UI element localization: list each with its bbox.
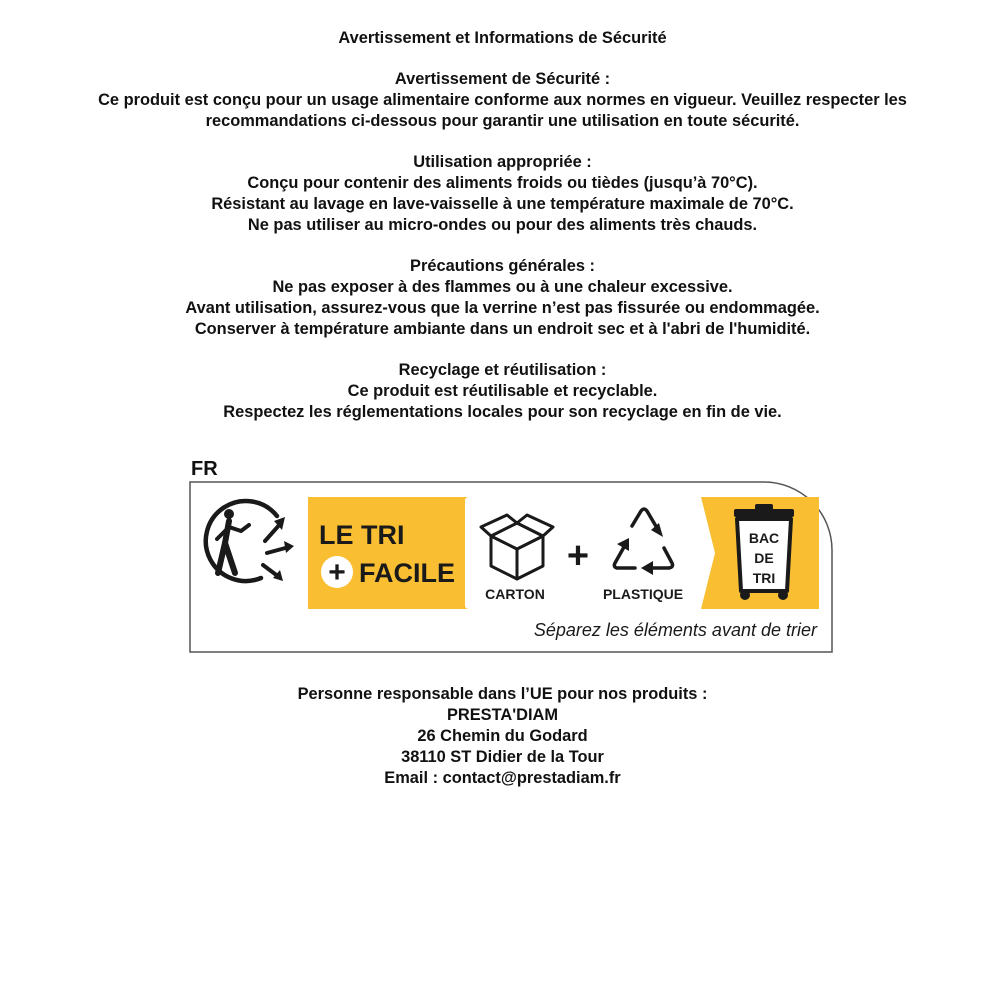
bin-label-tri: TRI xyxy=(752,570,776,586)
recycling-heading: Recyclage et réutilisation : xyxy=(398,361,607,379)
safety-warning-line: recommandations ci-dessous pour garantir une utilisation en toute sécurité. xyxy=(205,112,800,130)
safety-warning-heading: Avertissement de Sécurité : xyxy=(394,70,611,88)
brand-le-tri: LE TRI xyxy=(319,520,405,550)
responsible-heading: Personne responsable dans l’UE pour nos produits : xyxy=(297,685,708,703)
items-plus: + xyxy=(566,535,590,577)
address-city: 38110 ST Didier de la Tour xyxy=(401,748,604,766)
recycling-line: Respectez les réglementations locales pour son recyclage en fin de vie. xyxy=(223,403,782,421)
precautions-heading: Précautions générales : xyxy=(410,257,595,275)
brand-facile: FACILE xyxy=(359,558,456,588)
brand-plus: + xyxy=(328,556,346,589)
proper-use-line: Conçu pour contenir des aliments froids ou tièdes (jusqu’à 70°C). xyxy=(247,174,758,192)
recycling-line: Ce produit est réutilisable et recyclable. xyxy=(347,382,658,400)
bin-label-bac: BAC xyxy=(748,530,780,546)
yellow-banner xyxy=(308,497,469,609)
safety-document xyxy=(0,28,1005,423)
document-title: Avertissement et Informations de Sécurité xyxy=(338,29,667,47)
sorting-instruction: Séparez les éléments avant de trier xyxy=(533,620,817,640)
proper-use-line: Ne pas utiliser au micro-ondes ou pour des aliments très chauds. xyxy=(247,216,758,234)
proper-use-heading: Utilisation appropriée : xyxy=(413,153,592,171)
bin-label-de: DE xyxy=(754,550,774,566)
country-code: FR xyxy=(191,458,218,480)
contact-email: Email : contact@prestadiam.fr xyxy=(384,769,621,787)
triman-info-tri-logo xyxy=(189,481,834,654)
carton-label: CARTON xyxy=(485,586,545,602)
precautions-line: Avant utilisation, assurez-vous que la verrine n’est pas fissurée ou endommagée. xyxy=(185,299,820,317)
address-street: 26 Chemin du Godard xyxy=(417,727,588,745)
company-name: PRESTA'DIAM xyxy=(446,706,559,724)
safety-warning-line: Ce produit est conçu pour un usage alimentaire conforme aux normes en vigueur. Veuillez respecter les xyxy=(98,91,907,109)
responsible-person-block xyxy=(0,684,1005,789)
precautions-line: Conserver à température ambiante dans un endroit sec et à l'abri de l'humidité. xyxy=(194,320,811,338)
plastique-label: PLASTIQUE xyxy=(602,586,684,602)
precautions-line: Ne pas exposer à des flammes ou à une chaleur excessive. xyxy=(272,278,733,296)
proper-use-line: Résistant au lavage en lave-vaisselle à une température maximale de 70°C. xyxy=(211,195,794,213)
